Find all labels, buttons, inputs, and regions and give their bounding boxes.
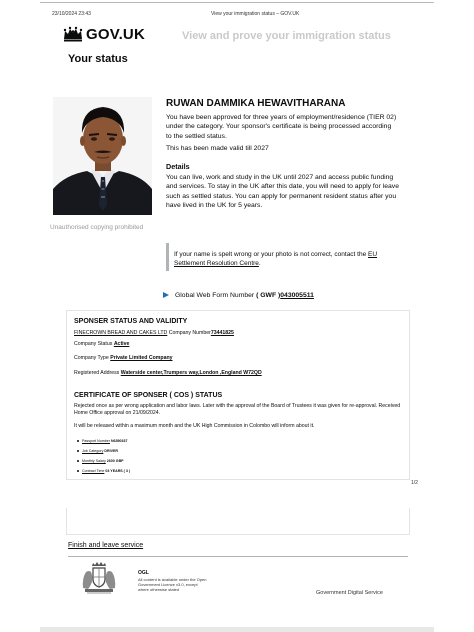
cos-item-value: 03 YEARS ( 3 ) <box>105 469 131 473</box>
gds-credit: Government Digital Service <box>316 590 383 596</box>
valid-until-text: This has been made valid till 2027 <box>166 145 269 152</box>
company-status[interactable]: Active <box>113 341 130 347</box>
bullet-icon <box>77 440 79 442</box>
company-name[interactable]: FINECROWN BREAD AND CAKES LTD <box>74 330 168 336</box>
details-text: You can live, work and study in the UK until 2027 and access public funding and services. To stay in the UK after this date, you will need to apply for leave such as settled status. You can apply for permanent resident status after you have lived in the UK for 5 years. <box>166 174 399 209</box>
cos-item-value: 2600 GBP <box>106 459 124 463</box>
bullet-icon <box>77 460 79 462</box>
page-title: Your status <box>68 53 128 65</box>
profile-photo <box>53 97 152 215</box>
company-name-row <box>74 330 234 336</box>
gwf-number[interactable]: 043005511 <box>280 292 314 299</box>
service-name[interactable]: View and prove your immigration status <box>182 30 391 42</box>
inset-border <box>166 243 169 271</box>
approval-text: You have been approved for three years of employment/residence (TIER 02) under the category. Your sponsor's certificate is being processed according to the settled status. <box>166 114 397 140</box>
company-status-row <box>74 341 129 347</box>
cos-item-label: Job Category <box>82 449 104 453</box>
royal-coat-of-arms-icon <box>80 562 118 596</box>
inset-text <box>174 251 384 268</box>
cos-item-label: Passport Number <box>82 439 110 443</box>
gwf-label: Global Web Form Number <box>175 292 255 299</box>
photo-watermark-caption: Unauthorised copying prohibited <box>50 224 144 231</box>
cos-item-job <box>77 449 118 453</box>
gwf-number-row <box>175 292 314 299</box>
cos-item-passport <box>77 439 128 443</box>
second-page-card <box>66 508 410 535</box>
ogl-mark: OGL <box>138 570 149 576</box>
registered-address-row <box>74 370 262 376</box>
gwf-code: ( GWF ) <box>256 292 281 299</box>
details-heading: Details <box>166 162 190 171</box>
person-photo-icon <box>53 97 152 215</box>
cos-item-salary <box>77 459 124 463</box>
cos-item-contract <box>77 469 130 473</box>
cos-paragraph-2: It will be released within a maximum month and the UK High Commission in Colombo will inform about it. <box>74 423 315 429</box>
company-type[interactable]: Private Limited Company <box>110 355 173 361</box>
sponsor-card <box>66 310 410 480</box>
cos-item-value: DRIVER <box>104 449 118 453</box>
print-top-rule <box>40 2 434 3</box>
cos-item-label: Monthly Salary <box>82 459 106 463</box>
page-number: 1/2 <box>411 480 418 486</box>
finish-leave-link[interactable]: Finish and leave service <box>68 542 144 549</box>
company-number-label: Company Number <box>168 330 211 336</box>
crown-icon[interactable] <box>62 26 84 42</box>
bullet-icon <box>77 450 79 452</box>
registered-address[interactable]: Waterside center,Trumpers way,London ,England W72QD <box>120 370 262 376</box>
print-datetime: 23/10/2024 23:43 <box>52 11 91 17</box>
cos-item-label: Contract Time <box>82 469 105 473</box>
cos-paragraph-1: Rejected once as per wrong application and labor laws. Later with the approval of the Board of Trustees it was given for re-approval. Received Home Office approval on 21/09/2024. <box>74 403 401 416</box>
holder-name: RUWAN DAMMIKA HEWAVITHARANA <box>166 98 346 109</box>
company-number[interactable]: 73441825 <box>210 330 234 336</box>
cos-heading: CERTIFICATE OF SPONSER ( COS ) STATUS <box>74 392 223 399</box>
bullet-icon <box>77 470 79 472</box>
resolution-centre-link[interactable]: EU Settlement Resolution Centre <box>174 251 378 267</box>
cos-item-value: N6390337 <box>110 439 128 443</box>
play-arrow-icon <box>163 292 169 298</box>
company-type-label: Company Type <box>74 355 109 361</box>
govuk-logo-text[interactable]: GOV.UK <box>86 26 145 43</box>
inset-end: . <box>258 259 261 267</box>
sponsor-heading: SPONSER STATUS AND VALIDITY <box>74 318 188 325</box>
company-type-row <box>74 355 173 361</box>
footer-divider <box>68 556 408 557</box>
bottom-edge-bar <box>40 627 434 632</box>
registered-address-label: Registered Address <box>74 370 120 376</box>
inset-message: If your name is spelt wrong or your photo is not correct, contact the <box>174 251 367 258</box>
company-status-label: Company Status <box>74 341 113 347</box>
print-page-title: View your immigration status – GOV.UK <box>211 11 300 17</box>
licence-text[interactable]: All content is available under the Open Government Licence v3.0, except where otherwise stated <box>138 577 207 592</box>
